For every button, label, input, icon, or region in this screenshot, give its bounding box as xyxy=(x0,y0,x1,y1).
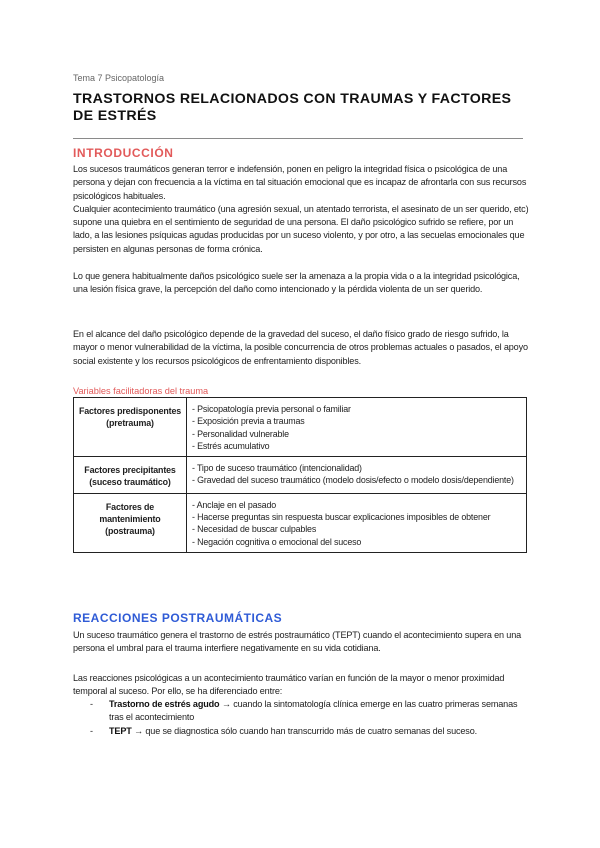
list-item: - Personalidad vulnerable xyxy=(192,428,289,439)
table-title: Variables facilitadoras del trauma xyxy=(73,386,209,396)
row-label: Factores precipitantes (suceso traumático) xyxy=(74,457,187,494)
arrow-icon: → xyxy=(134,725,143,736)
table-row xyxy=(74,493,527,552)
list-item xyxy=(73,725,533,738)
list-item: - Gravedad del suceso traumático (modelo dosis/efecto o modelo dosis/dependiente) xyxy=(192,475,514,486)
row-items xyxy=(187,457,527,494)
list-item: - Exposición previa a traumas xyxy=(192,416,305,427)
intro-paragraph-1 xyxy=(73,163,533,256)
list-item xyxy=(73,698,533,725)
section-heading-reacciones: REACCIONES POSTRAUMÁTICAS xyxy=(73,611,283,625)
list-text: cuando la sintomatología clínica emerge en las cuatro primeras semanas tras el acontecimiento xyxy=(109,699,518,723)
row-label: Factores de mantenimiento (postrauma) xyxy=(74,493,187,552)
document-title: TRASTORNOS RELACIONADOS CON TRAUMAS Y FACTORES DE ESTRÉS xyxy=(73,91,512,124)
list-item: - Estrés acumulativo xyxy=(192,440,270,451)
reactions-paragraph-1: Un suceso traumático genera el trastorno de estrés postraumático (TEPT) cuando el acontecimiento supera en una persona el umbral para el trauma interfiere negativamente en su vida cotidiana. xyxy=(73,630,522,654)
list-item: - Hacerse preguntas sin respuesta buscar explicaciones imposibles de obtener xyxy=(192,512,491,523)
list-item: - Psicopatología previa personal o familiar xyxy=(192,404,351,414)
list-text: que se diagnostica sólo cuando han transcurrido más de cuatro semanas del suceso. xyxy=(145,725,477,736)
section-heading-introduccion: INTRODUCCIÓN xyxy=(73,146,174,160)
row-items xyxy=(187,398,527,457)
intro-paragraph-2: Lo que genera habitualmente daños psicológico suele ser la amenaza a la propia vida o a la integridad psicológica, una lesión física grave, la percepción del daño como intencionado y la pérdida violenta de un ser querido. xyxy=(73,271,520,295)
reactions-list xyxy=(73,698,533,738)
intro-paragraph-1a: Los sucesos traumáticos generan terror e indefensión, ponen en peligro la integridad física o psicológica de una persona y dejan con frecuencia a la víctima en tal situación emocional que es incapaz de afrontarla con sus recursos psicológicos habituales. xyxy=(73,164,527,201)
list-dash: - xyxy=(90,725,93,736)
reactions-paragraph-2: Las reacciones psicológicas a un acontecimiento traumático varían en función de la mayor o menor proximidad temporal al suceso. Por ello, se ha diferenciado entre: xyxy=(73,673,505,697)
header-subject: Tema 7 Psicopatología xyxy=(73,73,165,83)
list-item: - Necesidad de buscar culpables xyxy=(192,524,317,535)
factors-table xyxy=(73,397,527,553)
intro-paragraph-3: En el alcance del daño psicológico depende de la gravedad del suceso, el daño físico grado de riesgo sufrido, la mayor o menor vulnerabilidad de la víctima, la posible concurrencia de otros problemas actuales o pasados, el apoyo social existente y los recursos psicológicos de enfrentamiento disponibles. xyxy=(73,329,528,366)
list-item: - Anclaje en el pasado xyxy=(192,499,277,510)
list-term: Trastorno de estrés agudo xyxy=(109,699,220,709)
row-label: Factores predisponentes (pretrauma) xyxy=(74,398,187,457)
arrow-icon: → xyxy=(221,699,231,709)
table-row xyxy=(74,457,527,494)
list-item: - Negación cognitiva o emocional del suceso xyxy=(192,536,362,547)
list-dash: - xyxy=(90,699,93,709)
intro-paragraph-1b: Cualquier acontecimiento traumático (una agresión sexual, un atentado terrorista, el asesinato de un ser querido, etc) supone una quiebra en el sentimiento de seguridad de una persona. El daño psicológico sufrido se refiere, por un lado, a las lesiones psíquicas agudas producidas por un suceso violento, y por otro, a las secuelas emocionales que persisten en algunas personas de forma crónica. xyxy=(73,203,529,254)
table-row xyxy=(74,398,527,457)
title-divider xyxy=(73,138,523,139)
row-items xyxy=(187,493,527,552)
list-term: TEPT xyxy=(109,725,132,736)
list-item: - Tipo de suceso traumático (intencionalidad) xyxy=(192,463,362,474)
